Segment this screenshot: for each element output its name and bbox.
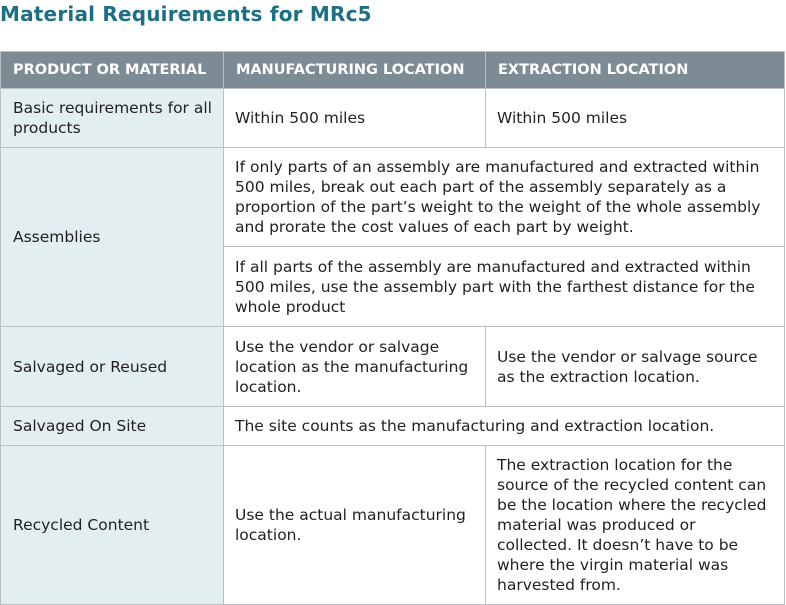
table-row (1, 327, 785, 407)
extraction-cell: The extraction location for the source of the recycled content can be the location where the recycled material was produced or collected. It doesn’t have to be where the virgin material was harvested from. (486, 446, 785, 605)
product-cell: Recycled Content (1, 446, 224, 605)
manufacturing-cell: Use the vendor or salvage location as the manufacturing location. (224, 327, 486, 407)
combined-location-cell: If all parts of the assembly are manufactured and extracted within 500 miles, use the assembly part with the farthest distance for the whole product (224, 247, 785, 327)
combined-location-cell: The site counts as the manufacturing and extraction location. (224, 407, 785, 446)
table-row (1, 407, 785, 446)
product-cell: Salvaged On Site (1, 407, 224, 446)
table-row (1, 446, 785, 605)
combined-location-cell: If only parts of an assembly are manufactured and extracted within 500 miles, break out each part of the assembly separately as a proportion of the part’s weight to the weight of the whole assembly and prorate the cost values of each part by weight. (224, 148, 785, 247)
manufacturing-cell: Within 500 miles (224, 89, 486, 148)
table-header-row (1, 52, 785, 89)
column-header-manufacturing: MANUFACTURING LOCATION (224, 52, 486, 89)
product-cell: Basic requirements for all products (1, 89, 224, 148)
extraction-cell: Within 500 miles (486, 89, 785, 148)
product-cell: Salvaged or Reused (1, 327, 224, 407)
column-header-extraction: EXTRACTION LOCATION (486, 52, 785, 89)
manufacturing-cell: Use the actual manufacturing location. (224, 446, 486, 605)
extraction-cell: Use the vendor or salvage source as the extraction location. (486, 327, 785, 407)
requirements-table (0, 51, 785, 605)
product-cell: Assemblies (1, 148, 224, 327)
table-row (1, 148, 785, 247)
table-row (1, 89, 785, 148)
page-title: Material Requirements for MRc5 (0, 2, 372, 26)
column-header-product: PRODUCT OR MATERIAL (1, 52, 224, 89)
